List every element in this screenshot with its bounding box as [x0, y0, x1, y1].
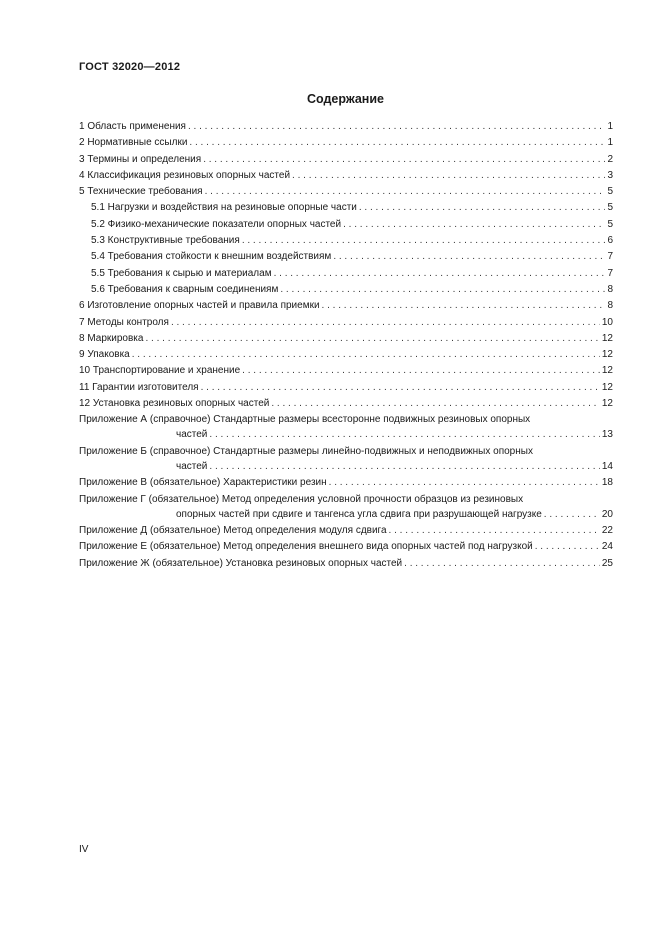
toc-entry-page: 5: [607, 186, 613, 198]
toc-entry[interactable]: [79, 298, 613, 314]
leader-dots: [404, 556, 600, 572]
leader-dots: [274, 266, 606, 282]
toc-entry-page: 8: [607, 283, 613, 295]
toc-entry[interactable]: [79, 119, 613, 135]
toc-appendix-continuation: частей: [176, 429, 208, 441]
toc-appendix-continuation: опорных частей при сдвиге и тангенса угла сдвига при разрушающей нагрузке: [176, 508, 542, 520]
toc-entry-page: 7: [607, 251, 613, 263]
toc-entry[interactable]: [79, 380, 613, 396]
leader-dots: [359, 200, 606, 216]
toc-entry-page: 25: [601, 557, 613, 569]
toc-entry[interactable]: [79, 363, 613, 379]
toc-entry-page: 20: [601, 508, 613, 520]
leader-dots: [203, 152, 605, 168]
toc-appendix-title: Приложение Б (справочное) Стандартные размеры линейно-подвижных и неподвижных опорных: [79, 445, 533, 457]
toc-entry-text: 2 Нормативные ссылки: [79, 137, 188, 149]
toc-entry-text: 1 Область применения: [79, 121, 186, 132]
toc-entry-page: 14: [601, 460, 613, 472]
page-title: Содержание: [306, 92, 384, 106]
toc-entry-page: 12: [601, 349, 613, 361]
toc-entry-text: 5.2 Физико-механические показатели опорных частей: [91, 218, 342, 230]
toc-entry[interactable]: [79, 184, 613, 200]
leader-dots: [329, 475, 600, 491]
leader-dots: [333, 249, 605, 265]
toc-entry-page: 22: [601, 525, 613, 537]
toc-appendix-entry[interactable]: [79, 539, 613, 555]
leader-dots: [389, 523, 600, 539]
leader-dots: [201, 380, 600, 396]
toc-entry-page: 12: [601, 398, 613, 410]
toc-entry-page: 7: [607, 267, 613, 279]
leader-dots: [544, 507, 600, 522]
toc-appendix-title: Приложение А (справочное) Стандартные размеры всесторонне подвижных резиновых опорных: [79, 414, 531, 426]
toc-entry-text: Приложение Д (обязательное) Метод определения модуля сдвига: [79, 525, 387, 537]
toc-entry[interactable]: [79, 315, 613, 331]
leader-dots: [209, 459, 599, 474]
toc-entry-text: 3 Термины и определения: [79, 153, 202, 165]
toc-entry[interactable]: [79, 152, 613, 168]
leader-dots: [280, 282, 605, 298]
leader-dots: [343, 217, 605, 233]
toc-entry-page: 5: [607, 202, 613, 214]
toc-entry-page: 2: [607, 153, 613, 165]
toc-entry[interactable]: [79, 347, 613, 363]
toc-appendix-entry[interactable]: [79, 444, 613, 474]
toc-entry-page: 10: [601, 316, 613, 328]
toc-subentry[interactable]: [79, 249, 613, 265]
toc-entry-page: 13: [601, 429, 613, 441]
toc-entry-page: 1: [607, 121, 613, 132]
toc-entry[interactable]: [79, 331, 613, 347]
toc-appendix-entry[interactable]: [79, 412, 613, 442]
table-of-contents: [79, 119, 613, 572]
leader-dots: [271, 396, 600, 412]
toc-subentry[interactable]: [79, 266, 613, 282]
toc-entry-text: 9 Упаковка: [79, 349, 130, 361]
toc-entry[interactable]: [79, 135, 613, 151]
toc-entry-text: 6 Изготовление опорных частей и правила приемки: [79, 300, 320, 312]
toc-entry-text: 7 Методы контроля: [79, 316, 169, 328]
toc-entry-page: 1: [607, 137, 613, 149]
toc-entry-text: 5.4 Требования стойкости к внешним воздействиям: [91, 251, 332, 263]
toc-entry-page: 6: [607, 235, 613, 247]
toc-subentry[interactable]: [79, 282, 613, 298]
toc-entry-text: Приложение Е (обязательное) Метод определения внешнего вида опорных частей под нагрузкой: [79, 541, 533, 553]
leader-dots: [132, 347, 600, 363]
toc-appendix-entry[interactable]: [79, 523, 613, 539]
standard-designation: ГОСТ 32020—2012: [79, 61, 181, 73]
toc-entry-page: 8: [607, 300, 613, 312]
leader-dots: [322, 298, 606, 314]
leader-dots: [145, 331, 599, 347]
toc-entry-page: 12: [601, 332, 613, 344]
toc-entry-text: 5.3 Конструктивные требования: [91, 235, 240, 247]
leader-dots: [242, 363, 600, 379]
toc-entry-page: 5: [607, 218, 613, 230]
toc-entry-page: 12: [601, 381, 613, 393]
toc-entry-page: 3: [607, 169, 613, 181]
toc-entry-text: 5.1 Нагрузки и воздействия на резиновые опорные части: [91, 202, 357, 214]
toc-entry[interactable]: [79, 168, 613, 184]
leader-dots: [171, 315, 600, 331]
leader-dots: [242, 233, 606, 249]
leader-dots: [535, 539, 600, 555]
page-number: IV: [79, 844, 89, 855]
toc-entry-text: 11 Гарантии изготовителя: [79, 381, 199, 393]
toc-entry[interactable]: [79, 396, 613, 412]
toc-subentry[interactable]: [79, 233, 613, 249]
leader-dots: [209, 427, 599, 442]
toc-subentry[interactable]: [79, 200, 613, 216]
leader-dots: [292, 168, 605, 184]
toc-entry-text: 8 Маркировка: [79, 332, 144, 344]
toc-entry-text: 10 Транспортирование и хранение: [79, 365, 241, 377]
toc-appendix-entry[interactable]: [79, 556, 613, 572]
toc-entry-text: 4 Классификация резиновых опорных частей: [79, 169, 291, 181]
toc-entry-text: 12 Установка резиновых опорных частей: [79, 398, 270, 410]
leader-dots: [189, 135, 605, 151]
toc-appendix-entry[interactable]: [79, 475, 613, 491]
toc-entry-page: 24: [601, 541, 613, 553]
toc-entry-text: 5.6 Требования к сварным соединениям: [91, 283, 279, 295]
toc-appendix-entry[interactable]: [79, 492, 613, 522]
toc-entry-page: 18: [601, 477, 613, 489]
toc-subentry[interactable]: [79, 217, 613, 233]
toc-entry-text: 5 Технические требования: [79, 186, 203, 198]
toc-entry-text: Приложение Ж (обязательное) Установка резиновых опорных частей: [79, 557, 403, 569]
toc-entry-text: Приложение В (обязательное) Характеристики резин: [79, 477, 327, 489]
toc-entry-text: 5.5 Требования к сырью и материалам: [91, 267, 272, 279]
leader-dots: [188, 119, 605, 135]
leader-dots: [205, 184, 606, 200]
toc-entry-page: 12: [601, 365, 613, 377]
toc-appendix-continuation: частей: [176, 460, 208, 472]
toc-appendix-title: Приложение Г (обязательное) Метод определения условной прочности образцов из резиновых: [79, 493, 524, 505]
